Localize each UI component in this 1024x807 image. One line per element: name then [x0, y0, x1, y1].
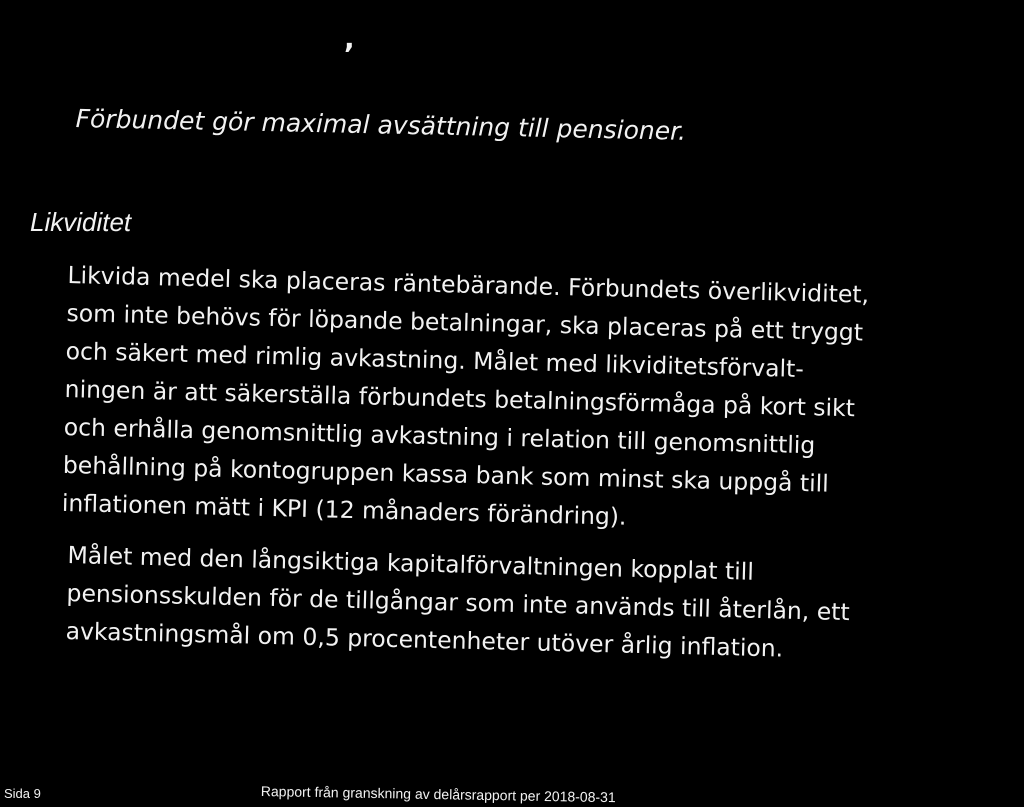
paragraph-line: behållning på kontogruppen kassa bank som minst ska uppgå till	[62, 450, 830, 498]
paragraph-line: och erhålla genomsnittlig avkastning i relation till genomsnittlig	[63, 412, 816, 460]
paragraph-line: Målet med den långsiktiga kapitalförvaltningen kopplat till	[67, 540, 755, 586]
paragraph-capital-management	[65, 536, 851, 669]
paragraph-line: avkastningsmål om 0,5 procentenheter utöver årlig inflation.	[65, 616, 784, 663]
paragraph-line: som inte behövs för löpande betalningar, ska placeras på ett tryggt	[66, 298, 864, 347]
section-heading: Likviditet	[30, 207, 132, 237]
paragraph-line: pensionsskulden för de tillgångar som inte används till återlån, ett	[66, 578, 850, 627]
intro-text: Förbundet gör maximal avsättning till pensioner.	[75, 104, 687, 146]
report-title: Rapport från granskning av delårsrapport per 2018-08-31	[260, 783, 616, 806]
paragraph-line: och säkert med rimlig avkastning. Målet med likviditetsförvalt-	[65, 336, 805, 384]
paragraph-liquidity	[62, 256, 870, 542]
paragraph-line: inflationen mätt i KPI (12 månaders förändring).	[61, 488, 627, 531]
paragraph-line: Likvida medel ska placeras räntebärande. Förbundets överlikviditet,	[67, 260, 870, 309]
paragraph-line: ningen är att säkerställa förbundets betalningsförmåga på kort sikt	[64, 374, 856, 423]
stray-mark: ,	[344, 22, 355, 55]
page-number: Sida 9	[4, 786, 41, 801]
